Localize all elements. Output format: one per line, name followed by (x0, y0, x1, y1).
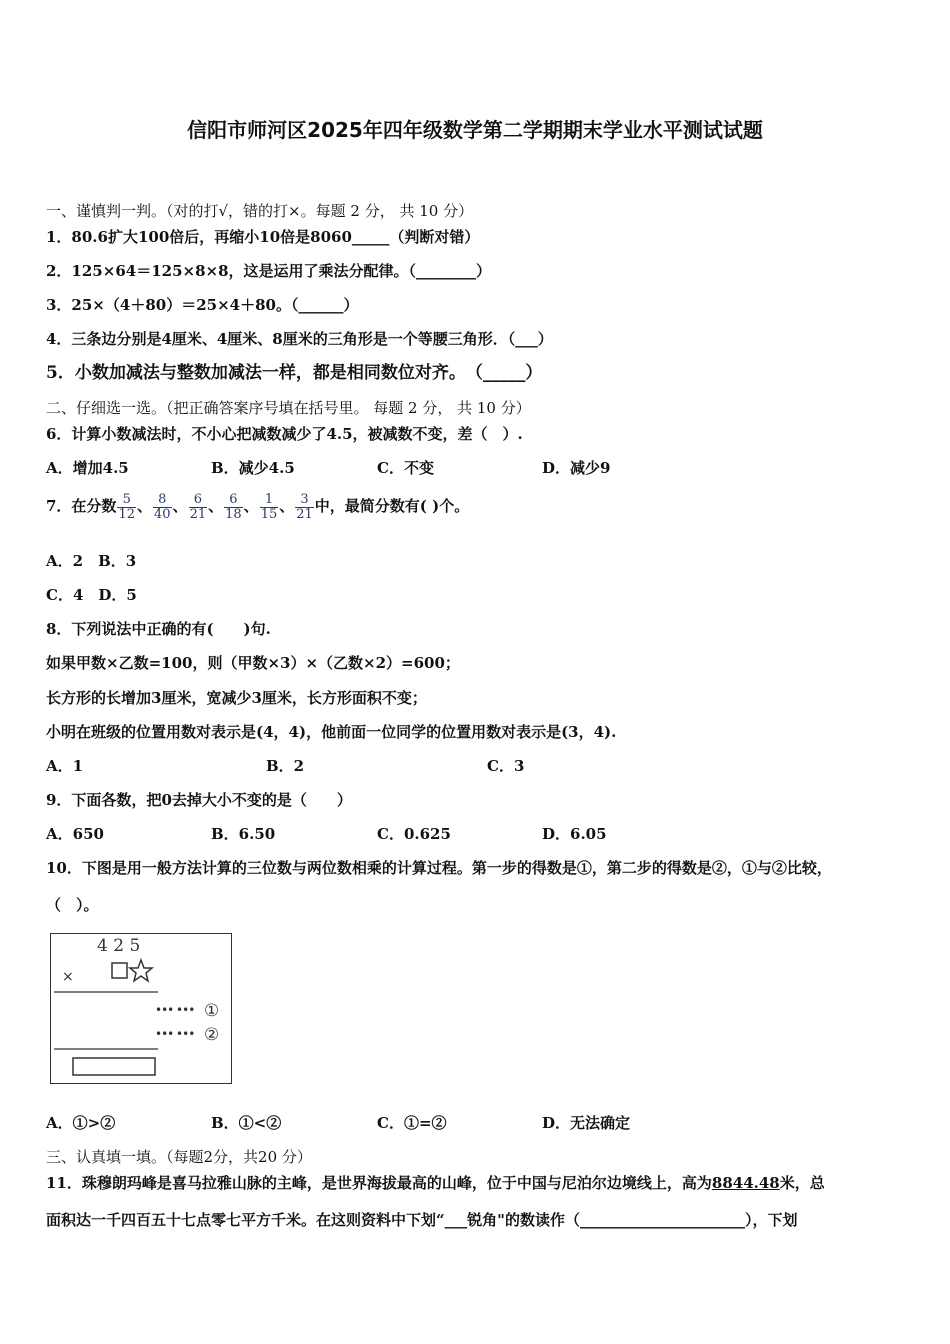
section3-heading: 三、认真填一填。（每题2分，共20 分） (46, 1148, 312, 1166)
question-4: 4．三条边分别是4厘米、4厘米、8厘米的三角形是一个等腰三角形．（___） (46, 330, 553, 348)
q7-options-row2: C．4 D．5 (46, 586, 137, 604)
dots-1: ••• ••• (155, 1003, 195, 1017)
q8-option-b: B．2 (266, 757, 305, 775)
question-5: 5．小数加减法与整数加减法一样，都是相同数位对齐。 （_____） (46, 363, 543, 383)
times-sign: × (62, 969, 74, 985)
fraction: $\frac{1}{15}$ (260, 491, 278, 522)
q6-option-d: D．减少9 (542, 459, 611, 477)
q9-option-b: B．6.50 (211, 825, 276, 843)
top-number: 4 2 5 (97, 936, 141, 956)
question-11-continued: 面积达一千四百五十七点零七平方千米。在这则资料中下划“___锐角"的数读作（______________________），下划 (46, 1211, 798, 1229)
section1-heading: 一、谨慎判一判。（对的打√，错的打×。每题 2 分， 共 10 分） (46, 202, 474, 220)
question-7: 7．在分数 $\frac{5}{12}$ 、 $\frac{8}{40}$ 、 $\frac{6}{21}$ 、 $\frac{6}{18}$ 、 $\frac{1}{15}$ 、 $\frac{3}{21}$ 中，最简分数有( )个。 (46, 491, 470, 522)
star-icon (130, 960, 152, 981)
result-box (73, 1058, 155, 1075)
question-10-continued: （ ）。 (46, 896, 99, 914)
q8-option-c: C．3 (487, 757, 525, 775)
q9-option-a: A．650 (46, 825, 104, 843)
question-10: 10．下图是用一般方法计算的三位数与两位数相乘的计算过程。第一步的得数是①，第二步的得数是②，①与②比较， (46, 859, 832, 877)
q9-option-c: C．0.625 (377, 825, 451, 843)
multiplication-diagram (51, 934, 231, 1083)
q7-options-row1: A．2 B．3 (46, 552, 137, 570)
q6-option-c: C．不变 (377, 459, 434, 477)
fraction: $\frac{6}{18}$ (225, 491, 242, 522)
q7-suffix: 中，最简分数有( )个。 (314, 497, 470, 515)
question-1: 1．80.6扩大100倍后，再缩小10倍是8060_____（判断对错） (46, 228, 480, 246)
fraction: $\frac{3}{21}$ (296, 491, 313, 522)
fraction: $\frac{6}{21}$ (189, 491, 207, 522)
question-6: 6．计算小数减法时，不小心把减数减少了4.5，被减数不变，差（ ）. (46, 425, 523, 443)
q11-text-end: 米，总 (779, 1174, 825, 1192)
section2-heading: 二、仔细选一选。（把正确答案序号填在括号里。 每题 2 分， 共 10 分） (46, 399, 531, 417)
circled-2: ② (204, 1025, 220, 1045)
fraction: $\frac{5}{12}$ (118, 491, 135, 522)
page-title: 信阳市师河区2025年四年级数学第二学期期末学业水平测试试题 (187, 118, 763, 142)
q10-option-d: D．无法确定 (542, 1114, 631, 1132)
q7-prefix: 7．在分数 (46, 497, 117, 515)
question-9: 9．下面各数，把0去掉大小不变的是（ ） (46, 791, 352, 809)
q9-option-d: D．6.05 (542, 825, 607, 843)
circled-1: ① (204, 1001, 220, 1021)
fraction: $\frac{8}{40}$ (154, 491, 171, 522)
unknown-digit-box (112, 963, 127, 978)
dots-2: ••• ••• (155, 1027, 195, 1041)
q6-option-b: B．减少4.5 (211, 459, 295, 477)
q8-statement-1: 如果甲数×乙数=100，则（甲数×3）×（乙数×2）=600； (46, 654, 460, 672)
q10-option-a: A．①>② (46, 1114, 116, 1132)
q6-option-a: A．增加4.5 (46, 459, 129, 477)
question-3: 3．25×（4＋80）＝25×4＋80。（______） (46, 296, 359, 314)
question-8: 8．下列说法中正确的有( )句. (46, 620, 271, 638)
question-11 (46, 1173, 825, 1193)
multiplication-figure (50, 933, 232, 1084)
question-2: 2．125×64＝125×8×8，这是运用了乘法分配律。（________） (46, 262, 492, 280)
q8-statement-3: 小明在班级的位置用数对表示是(4，4)，他前面一位同学的位置用数对表示是(3，4). (46, 723, 617, 741)
q11-text: 11．珠穆朗玛峰是喜马拉雅山脉的主峰，是世界海拔最高的山峰，位于中国与尼泊尔边境线上，高为 (46, 1174, 712, 1192)
q10-option-b: B．①<② (211, 1114, 282, 1132)
q8-option-a: A．1 (46, 757, 84, 775)
q10-option-c: C．①=② (377, 1114, 447, 1132)
q8-statement-2: 长方形的长增加3厘米，宽减少3厘米，长方形面积不变； (46, 689, 427, 707)
q11-underlined-number: 8844.48 (711, 1174, 780, 1192)
